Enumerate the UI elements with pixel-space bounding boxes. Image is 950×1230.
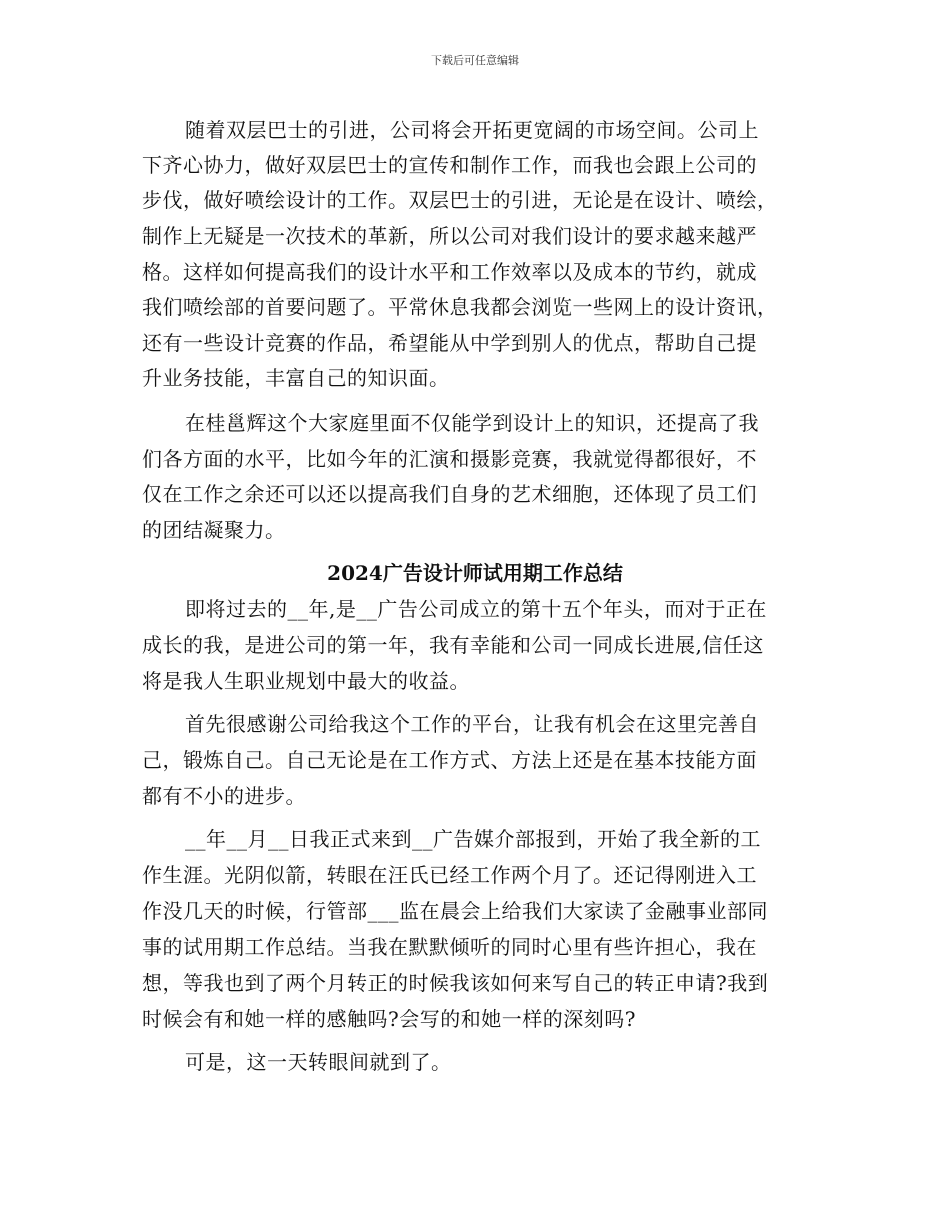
paragraph-line: 首先很感谢公司给我这个工作的平台，让我有机会在这里完善自	[185, 712, 759, 736]
paragraph-line: 成长的我，是进公司的第一年，我有幸能和公司一同成长进展,信任这	[142, 633, 764, 657]
paragraph-line: 作生涯。光阴似箭，转眼在汪氏已经工作两个月了。还记得刚进入工	[142, 863, 757, 887]
paragraph-line: 想，等我也到了两个月转正的时候我该如何来写自己的转正申请?我到	[142, 971, 769, 995]
paragraph-line: 仅在工作之余还可以还以提高我们自身的艺术细胞，还体现了员工们	[142, 482, 757, 506]
paragraph-line: 事的试用期工作总结。当我在默默倾听的同时心里有些许担心，我在	[142, 935, 757, 959]
paragraph-line: 我们喷绘部的首要问题了。平常休息我都会浏览一些网上的设计资讯，	[142, 295, 778, 319]
paragraph-line: 可是，这一天转眼间就到了。	[185, 1050, 452, 1074]
paragraph-line: 升业务技能，丰富自己的知识面。	[142, 366, 450, 390]
paragraph-line: 时候会有和她一样的感触吗?会写的和她一样的深刻吗?	[142, 1007, 636, 1031]
paragraph-line: 在桂邕辉这个大家庭里面不仅能学到设计上的知识，还提高了我	[185, 411, 759, 435]
paragraph-line: 格。这样如何提高我们的设计水平和工作效率以及成本的节约，就成	[142, 260, 757, 284]
paragraph-line: 都有不小的进步。	[142, 784, 306, 808]
paragraph-line: 己，锻炼自己。自己无论是在工作方式、方法上还是在基本技能方面	[142, 748, 757, 772]
paragraph-line: 还有一些设计竞赛的作品，希望能从中学到别人的优点，帮助自己提	[142, 331, 757, 355]
paragraph-line: 的团结凝聚力。	[142, 518, 286, 542]
section-title: 2024广告设计师试用期工作总结	[327, 561, 623, 585]
paragraph-line: 即将过去的__年,是__广告公司成立的第十五个年头，而对于正在	[185, 597, 767, 621]
paragraph-line: 将是我人生职业规划中最大的收益。	[142, 669, 470, 693]
paragraph-line: __年__月__日我正式来到__广告媒介部报到，开始了我全新的工	[185, 827, 761, 851]
paragraph-line: 制作上无疑是一次技术的革新，所以公司对我们设计的要求越来越严	[142, 224, 757, 248]
paragraph-line: 步伐，做好喷绘设计的工作。双层巴士的引进，无论是在设计、喷绘，	[142, 188, 778, 212]
page-header: 下载后可任意编辑	[431, 54, 519, 67]
paragraph-line: 们各方面的水平，比如今年的汇演和摄影竞赛，我就觉得都很好，不	[142, 447, 757, 471]
paragraph-line: 下齐心协力，做好双层巴士的宣传和制作工作，而我也会跟上公司的	[142, 153, 757, 177]
paragraph-line: 随着双层巴士的引进，公司将会开拓更宽阔的市场空间。公司上	[185, 118, 759, 142]
paragraph-line: 作没几天的时候，行管部___监在晨会上给我们大家读了金融事业部同	[142, 899, 768, 923]
